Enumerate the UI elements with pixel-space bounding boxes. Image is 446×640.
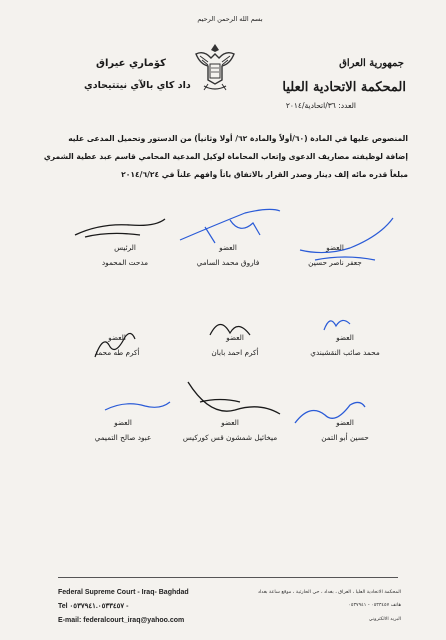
signature-block-1 <box>80 243 170 267</box>
footer-divider <box>58 577 398 578</box>
signature-title: العضو <box>226 333 244 342</box>
republic-of-iraq: جمهورية العراق <box>339 58 404 69</box>
signature-name: أكرم احمد بابان <box>211 348 259 357</box>
signature-name: مدحت المحمود <box>101 258 149 267</box>
signature-block-3 <box>290 243 380 267</box>
bismillah: بسم الله الرحمن الرحيم <box>197 15 263 23</box>
footer-email-ar: البريد الالكتروني <box>368 617 401 622</box>
signature-title: العضو <box>221 418 239 427</box>
signature-title: الرئيس <box>114 243 136 252</box>
signature-block-7 <box>78 418 168 442</box>
footer-email-en[interactable]: E-mail: federalcourt_iraq@yahoo.com <box>58 617 185 624</box>
signature-name: حسين أبو التمن <box>321 433 369 442</box>
signature-name: جعفر ناصر حسين <box>308 258 362 267</box>
signature-name: عبود صالح التميمي <box>94 433 152 442</box>
signature-block-8 <box>170 418 290 442</box>
signature-block-2 <box>178 243 278 267</box>
president-signature-icon <box>70 205 170 245</box>
body-line-3: مبلغاً قدره مائه إلف دينار وصدر القرار بالاتفاق باتاً وافهم علناً في ٢٠١٤/٦/٢٤ <box>121 170 408 179</box>
signature-block-4 <box>72 333 162 357</box>
kurdish-republic: كوٚماري عيراق <box>96 58 166 69</box>
signature-title: العضو <box>114 418 132 427</box>
signature-block-9 <box>300 418 390 442</box>
footer-court-name-en: Federal Supreme Court - Iraq- Baghdad <box>58 589 189 596</box>
signature-title: العضو <box>336 333 354 342</box>
kurdish-court-name: داد كاي بالآي نيتتيحادي <box>84 80 191 91</box>
signature-title: العضو <box>326 243 344 252</box>
footer-address-ar: المحكمة الاتحادية العليا ، العراق ، بغداد ، حي الحارثية ، موقع ساعة بغداد <box>257 590 401 595</box>
signature-block-6 <box>295 333 395 357</box>
signature-name: فاروق محمد السامي <box>196 258 260 267</box>
signature-name: ميخائيل شمشون قس كوركيس <box>182 433 278 442</box>
footer-phone-ar: هاتف ٠٥٣٣٤٥٧ - ٠٥٣٧٩٤١ <box>348 603 401 608</box>
body-line-1: المنصوص عليها في المادة (٦٠/أولاً والمادة ٦٢/ أولا وثانياً) من الدستور وتحميل المدعى عليه <box>68 134 408 143</box>
signature-title: العضو <box>219 243 237 252</box>
footer-tel-en: Tel ٠٥٣٧٩٤١.٠٥٣٣٤٥٧ - <box>58 603 129 610</box>
body-line-2: إضافة لوظيفته مصاريف الدعوى وإتعاب المحاماة لوكيل المدعية المحامي قاسم عبد عطية الشمري <box>43 152 408 161</box>
signature-name: محمد صائب النقشبندي <box>310 348 380 357</box>
signature-name: أكرم طه محمد <box>94 348 140 357</box>
signature-title: العضو <box>108 333 126 342</box>
court-name: المحكمة الاتحادية العليا <box>282 80 406 95</box>
iraq-eagle-emblem-icon <box>192 40 238 96</box>
signature-block-5 <box>185 333 285 357</box>
signature-title: العضو <box>336 418 354 427</box>
case-number: العدد: ٣٦/اتحادية/٢٠١٤ <box>285 101 356 110</box>
